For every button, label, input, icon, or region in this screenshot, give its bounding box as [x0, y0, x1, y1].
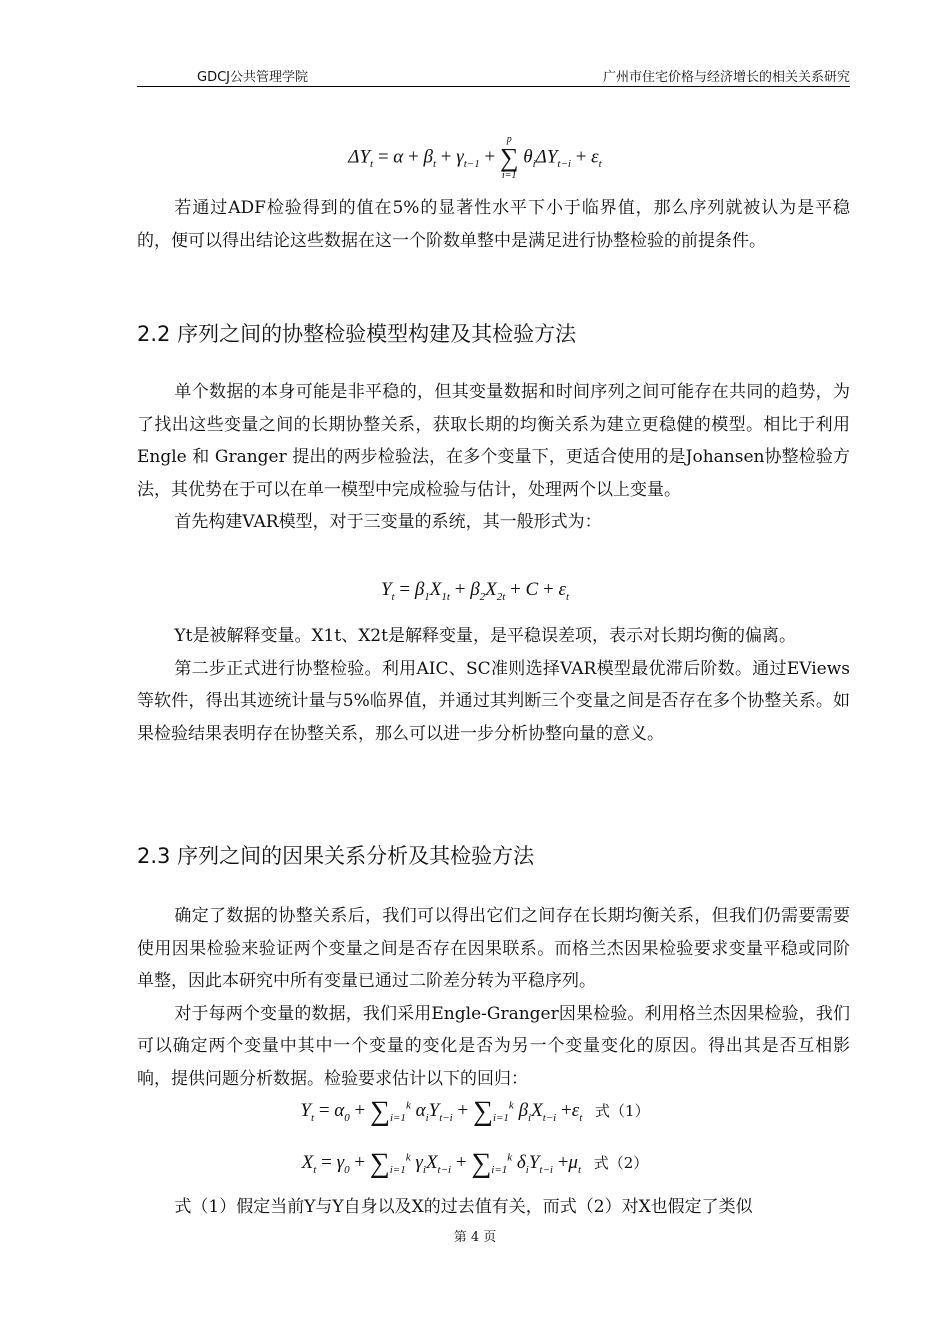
page-number: 第 4 页	[453, 1230, 497, 1245]
section-heading-2-3: 2.3 序列之间的因果关系分析及其检验方法	[137, 844, 535, 868]
paragraph-closing	[137, 1191, 850, 1224]
adf-equation: $\Delta Y_t = \alpha + \beta_t + \gamma_{t-1}$ + p ∑ i=1 $\theta_i\Delta Y_{t-i} + \varepsilon_t$	[348, 134, 602, 181]
granger-equation-2: $X_t = \gamma_0 + \sum_{i=1}^k$ $\gamma_iX_{t-i} + \sum_{i=1}^k$ $\delta_iY_{t-i} +\mu_t$ 式（2）	[301, 1148, 649, 1179]
body-text: 式（1）假定当前Y与Y自身以及X的过去值有关，而式（2）对X也假定了类似	[174, 1197, 753, 1217]
equation-tag: 式（2）	[593, 1154, 649, 1172]
paragraph-var-desc	[137, 620, 850, 750]
header-school: GDCJ公共管理学院	[197, 70, 308, 85]
body-text: 首先构建VAR模型，对于三变量的系统，其一般形式为：	[174, 512, 602, 533]
paragraph-johansen	[137, 376, 850, 539]
var-equation: $Y_t = \beta_1X_{1t} + \beta_2X_{2t} + C + \varepsilon_t$	[380, 579, 570, 603]
granger-equation-1: $Y_t = \alpha_0 + \sum_{i=1}^k$ $\alpha_iY_{t-i} + \sum_{i=1}^k$ $\beta_iX_{t-i} +\varepsilon_t$ 式（1）	[300, 1096, 650, 1127]
paragraph-adf	[137, 192, 850, 257]
body-text: Yt是被解释变量。X1t、X2t是解释变量，是平稳误差项，表示对长期均衡的偏离。	[174, 626, 796, 646]
body-text: 若通过ADF检验得到的值在5%的显著性水平下小于临界值，那么序列就被认为是平稳的，便可以得出结论这些数据在这一个阶数单整中是满足进行协整检验的前提条件。	[137, 198, 850, 251]
body-text: 确定了数据的协整关系后，我们可以得出它们之间存在长期均衡关系，但我们仍需要需要使用因果检验来验证两个变量之间是否存在因果联系。而格兰杰因果检验要求变量平稳或同阶单整，因此本研究中所有变量已通过二阶差分转为平稳序列。	[137, 906, 850, 992]
body-text: 对于每两个变量的数据，我们采用Engle-Granger因果检验。利用格兰杰因果检验，我们可以确定两个变量中其中一个变量的变化是否为另一个变量变化的原因。得出其是否互相影响，提供问题分析数据。检验要求估计以下的回归：	[137, 1003, 850, 1089]
equation-tag: 式（1）	[595, 1102, 650, 1120]
body-text: 第二步正式进行协整检验。利用AIC、SC准则选择VAR模型最优滞后阶数。通过EViews等软件，得出其迹统计量与5%临界值，并通过其判断三个变量之间是否存在多个协整关系。如果检验结果表明存在协整关系，那么可以进一步分析协整向量的意义。	[137, 658, 850, 744]
section-heading-2-2: 2.2 序列之间的协整检验模型构建及其检验方法	[137, 322, 577, 346]
page-header	[137, 66, 850, 87]
body-text: 单个数据的本身可能是非平稳的，但其变量数据和时间序列之间可能存在共同的趋势，为了找出这些变量之间的长期协整关系，获取长期的均衡关系为建立更稳健的模型。相比于利用Engle 和 Granger 提出的两步检验法，在多个变量下，更适合使用的是Johansen协整检验方法，其优势在于可以在单一模型中完成检验与估计，处理两个以上变量。	[137, 382, 850, 500]
paragraph-granger	[137, 900, 850, 1096]
header-title: 广州市住宅价格与经济增长的相关关系研究	[602, 70, 850, 85]
